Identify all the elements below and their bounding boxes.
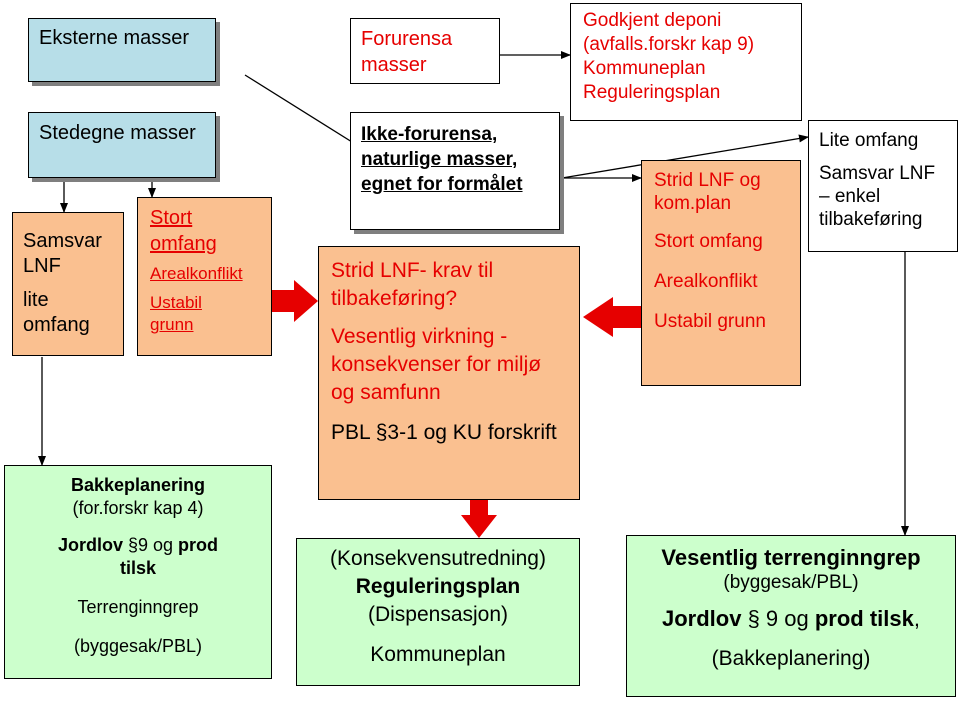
vesentlig-jordlov-line <box>631 605 951 633</box>
arealkonflikt-left-text: Arealkonflikt <box>150 264 243 283</box>
bakkeplanering-jordlov-line <box>11 534 265 557</box>
prod-label: prod <box>178 535 219 555</box>
konsekvensutredning-box <box>296 538 580 686</box>
konsekvensutredning-text: (Konsekvensutredning) <box>330 547 546 570</box>
forurensa-masser-box <box>350 18 500 84</box>
eksterne-masser-text: Eksterne masser <box>39 27 190 49</box>
reguleringsplan-top-text: Reguleringsplan <box>583 82 721 103</box>
vesentlig-comma: , <box>913 606 920 631</box>
vesentlig-jordlov-label: Jordlov <box>662 606 742 631</box>
godkjent-deponi-box <box>570 3 802 121</box>
byggesak-label: (byggesak/PBL) <box>73 636 203 656</box>
reguleringsplan-text: Reguleringsplan <box>355 575 521 598</box>
stort-omfang-left-text: Stort omfang <box>150 207 217 255</box>
ustabil-grunn-left-text: Ustabil grunn <box>150 293 202 334</box>
samsvar-lnf-enkel-text: Samsvar LNF – enkel tilbakeføring <box>819 163 936 230</box>
lite-omfang-right-text: Lite omfang <box>819 130 919 151</box>
bakkeplanering-ref: (for.forskr kap 4) <box>72 498 204 518</box>
strid-lnf-komplan-box <box>641 160 801 386</box>
block-arrow-right <box>272 280 318 322</box>
vesentlig-terrenginngrep-box <box>626 535 956 697</box>
kommuneplan-top-text: Kommuneplan <box>583 58 706 79</box>
pbl-text: PBL §3-1 og KU forskrift <box>331 421 557 444</box>
dispensasjon-text: (Dispensasjon) <box>367 603 509 626</box>
forurensa-masser-text: Forurensa masser <box>361 28 453 76</box>
kommuneplan-text: Kommuneplan <box>370 643 506 666</box>
vesentlig-prod-label: prod tilsk <box>814 606 914 631</box>
samsvar-lnf-text: Samsvar LNF <box>23 230 102 277</box>
samsvar-lnf-box <box>12 212 124 356</box>
stedegne-masser-text: Stedegne masser <box>39 122 196 144</box>
godkjent-deponi-text: Godkjent deponi (avfalls.forskr kap 9) <box>583 10 755 55</box>
stedegne-masser-box <box>28 112 216 178</box>
strid-lnf-krav-box <box>318 246 580 500</box>
strid-lnf-krav-text: Strid LNF- krav til tilbakeføring? <box>331 259 494 310</box>
bakkeplanering-box <box>4 465 272 679</box>
vesentlig-para9-label: § 9 og <box>741 606 815 631</box>
arealkonflikt-right-text: Arealkonflikt <box>654 271 758 292</box>
stort-omfang-right-text: Stort omfang <box>654 231 763 252</box>
ikke-forurensa-box <box>350 112 560 230</box>
ustabil-grunn-right-text: Ustabil grunn <box>654 311 766 332</box>
lite-omfang-text: lite omfang <box>23 289 90 336</box>
eksterne-masser-box <box>28 18 216 82</box>
vesentlig-virkning-text: Vesentlig virkning - konsekvenser for miljø og samfunn <box>331 325 542 404</box>
jordlov-label: Jordlov <box>57 535 123 555</box>
bakkeplanering-title: Bakkeplanering <box>70 475 206 495</box>
terrenginngrep-label: Terrenginngrep <box>77 597 199 617</box>
lite-omfang-right-box <box>808 120 958 252</box>
vesentlig-bakkeplanering-text: (Bakkeplanering) <box>711 647 871 670</box>
block-arrow-down <box>461 500 497 538</box>
ikke-forurensa-text: Ikke-forurensa, naturlige masser, egnet for formålet <box>361 124 523 195</box>
para9-label: §9 og <box>122 535 179 555</box>
vesentlig-terrenginngrep-title: Vesentlig terrenginngrep <box>661 545 921 570</box>
tilsk-label: tilsk <box>119 558 157 578</box>
vesentlig-byggesak-text: (byggesak/PBL) <box>723 572 859 593</box>
strid-lnf-komplan-text: Strid LNF og kom.plan <box>654 170 761 214</box>
stort-omfang-left-box <box>137 197 272 356</box>
block-arrow-left <box>583 297 641 337</box>
connector-arrow-to-ikke-forurensa <box>245 75 360 147</box>
